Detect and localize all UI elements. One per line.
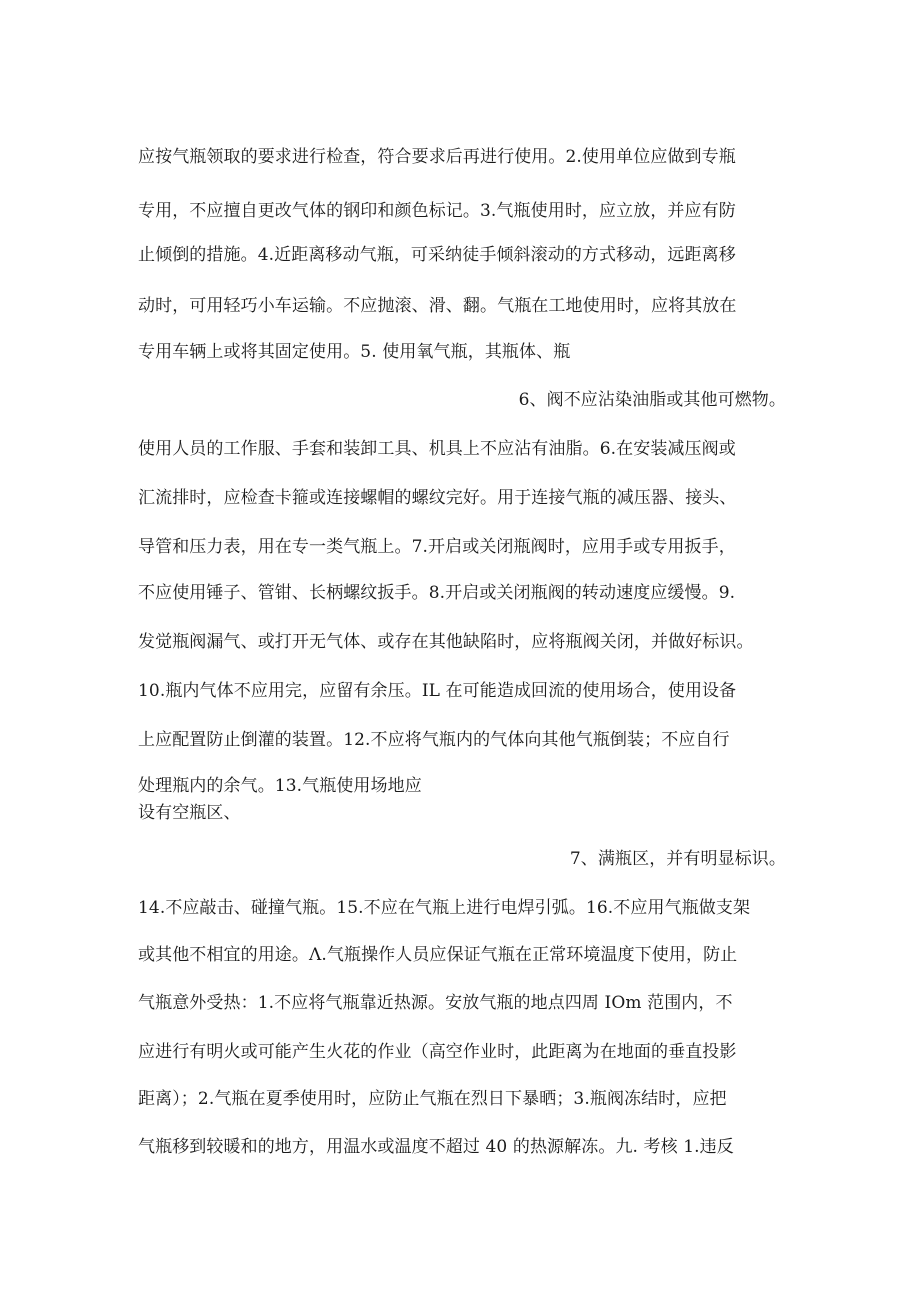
text-line: 不应使用锤子、管钳、长柄螺纹扳手。8.开启或关闭瓶阀的转动速度应缓慢。9. <box>138 583 736 603</box>
text-line: 气瓶意外受热：1.不应将气瓶靠近热源。安放气瓶的地点四周 IOm 范围内，不 <box>138 993 733 1013</box>
text-line: 导管和压力表，用在专一类气瓶上。7.开启或关闭瓶阀时，应用手或专用扳手， <box>138 537 736 557</box>
text-line: 使用人员的工作服、手套和装卸工具、机具上不应沾有油脂。6.在安装减压阀或 <box>138 439 736 459</box>
text-line: 气瓶移到较暖和的地方，用温水或温度不超过 40 的热源解冻。九. 考核 1.违反 <box>138 1137 734 1157</box>
text-line: 汇流排时，应检查卡箍或连接螺帽的螺纹完好。用于连接气瓶的减压器、接头、 <box>138 488 737 508</box>
text-line: 动时，可用轻巧小车运输。不应抛滚、滑、翻。气瓶在工地使用时，应将其放在 <box>138 296 737 316</box>
text-line: 14.不应敲击、碰撞气瓶。15.不应在气瓶上进行电焊引弧。16.不应用气瓶做支架 <box>138 898 751 918</box>
text-line: 设有空瓶区、 <box>138 803 241 823</box>
text-line: 7、满瓶区，并有明显标识。 <box>569 849 786 869</box>
text-line: 距离）；2.气瓶在夏季使用时，应防止气瓶在烈日下暴晒；3.瓶阀冻结时，应把 <box>138 1089 727 1109</box>
text-line: 止倾倒的措施。4.近距离移动气瓶，可采纳徒手倾斜滚动的方式移动，远距离移 <box>138 245 736 265</box>
text-line: 上应配置防止倒灌的装置。12.不应将气瓶内的气体向其他气瓶倒装；不应自行 <box>138 730 730 750</box>
text-line: 专用车辆上或将其固定使用。5. 使用氧气瓶，其瓶体、瓶 <box>138 342 571 362</box>
text-line: 10.瓶内气体不应用完，应留有余压。IL 在可能造成回流的使用场合，使用设备 <box>138 681 737 701</box>
text-line: 或其他不相宜的用途。Λ.气瓶操作人员应保证气瓶在正常环境温度下使用，防止 <box>138 945 738 965</box>
text-line: 专用，不应擅自更改气体的钢印和颜色标记。3.气瓶使用时，应立放，并应有防 <box>138 201 736 221</box>
text-line: 处理瓶内的余气。13.气瓶使用场地应 <box>138 776 422 796</box>
text-line: 6、阀不应沾染油脂或其他可燃物。 <box>518 390 786 410</box>
text-line: 发觉瓶阀漏气、或打开无气体、或存在其他缺陷时，应将瓶阀关闭，并做好标识。 <box>138 632 754 652</box>
text-line: 应进行有明火或可能产生火花的作业（高空作业时，此距离为在地面的垂直投影 <box>138 1042 737 1062</box>
text-line: 应按气瓶领取的要求进行检查，符合要求后再进行使用。2.使用单位应做到专瓶 <box>138 147 736 167</box>
